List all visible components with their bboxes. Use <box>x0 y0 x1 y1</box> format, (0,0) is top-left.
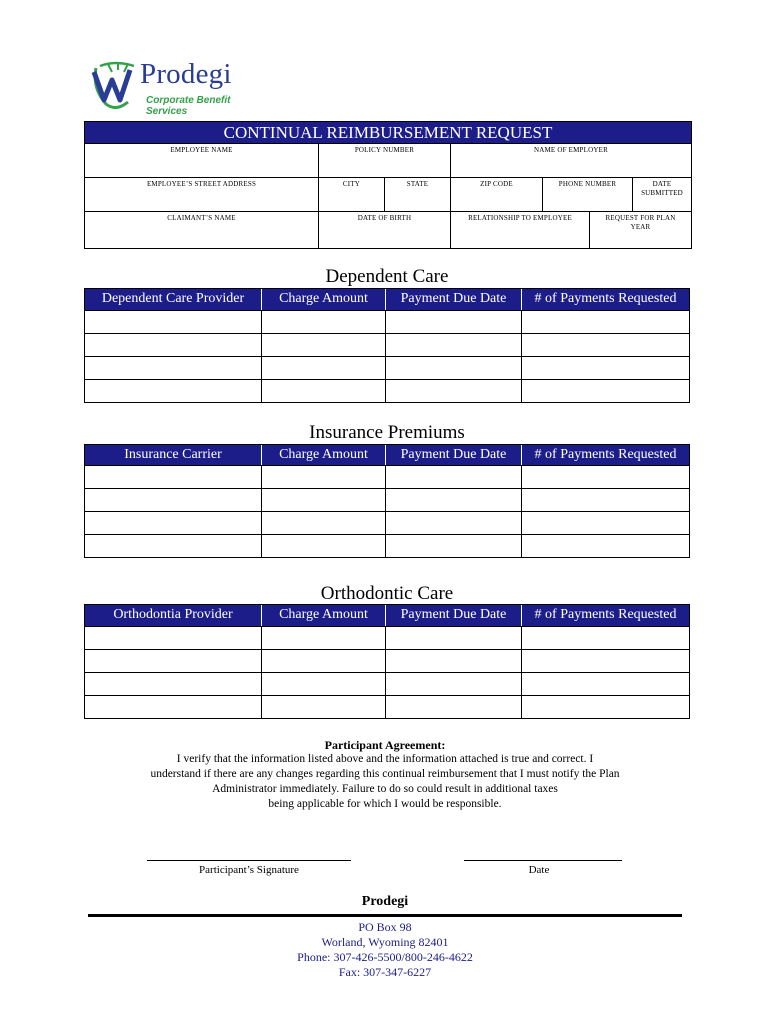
row-divider <box>85 310 689 311</box>
employee-name-field[interactable]: EMPLOYEE NAME <box>170 146 233 154</box>
footer-address-line: Worland, Wyoming 82401 <box>321 935 449 949</box>
date-submitted-field[interactable]: DATE SUBMITTED <box>632 178 691 212</box>
column-divider <box>521 289 522 310</box>
footer-phone: Phone: 307-426-5500/800-246-4622 <box>297 950 473 964</box>
date-line[interactable] <box>464 860 622 861</box>
row-divider <box>85 672 689 673</box>
agreement-line: Administrator immediately. Failure to do so could result in additional taxes <box>212 783 558 795</box>
form-title: CONTINUAL REIMBURSEMENT REQUEST <box>85 122 691 143</box>
column-divider <box>521 605 522 626</box>
insurance-premiums-table <box>84 444 690 558</box>
footer-fax: Fax: 307-347-6227 <box>338 965 432 979</box>
table-header <box>85 289 689 310</box>
row-divider <box>85 333 689 334</box>
column-divider <box>385 605 386 626</box>
policy-number-field[interactable]: POLICY NUMBER <box>318 144 450 178</box>
state-field[interactable]: STATE <box>384 178 450 212</box>
row-divider <box>85 626 689 627</box>
column-divider <box>385 289 386 310</box>
agreement-text <box>120 752 650 812</box>
city-field[interactable]: CITY <box>318 178 384 212</box>
logo-mark-icon <box>88 58 144 112</box>
column-divider <box>261 605 262 626</box>
agreement-line: being applicable for which I would be responsible. <box>268 798 502 810</box>
column-divider <box>261 289 262 310</box>
form-row-1 <box>85 143 691 178</box>
row-divider <box>85 356 689 357</box>
row-divider <box>85 488 689 489</box>
column-header: Dependent Care Provider <box>101 291 245 306</box>
column-header: Payment Due Date <box>400 291 507 306</box>
logo-tagline: Corporate Benefit Services <box>146 95 231 117</box>
street-address-field[interactable]: EMPLOYEE’S STREET ADDRESS <box>146 180 257 188</box>
row-divider <box>85 379 689 380</box>
column-header: Payment Due Date <box>400 607 507 622</box>
dependent-care-table <box>84 288 690 403</box>
orthodontic-care-table <box>84 604 690 719</box>
relationship-field[interactable]: RELATIONSHIP TO EMPLOYEE <box>450 212 589 249</box>
row-divider <box>85 511 689 512</box>
column-header: # of Payments Requested <box>534 607 677 622</box>
signature-line[interactable] <box>147 860 351 861</box>
form-row-3 <box>85 211 691 249</box>
footer-divider <box>88 914 682 917</box>
column-header: Payment Due Date <box>400 447 507 462</box>
reimbursement-form <box>84 121 692 249</box>
agreement-title: Participant Agreement: <box>324 738 446 752</box>
agreement-line: I verify that the information listed above and the information attached is true and correct. I <box>176 753 594 765</box>
column-header: Charge Amount <box>279 447 368 462</box>
date-label: Date <box>528 864 550 876</box>
signature-label: Participant’s Signature <box>199 864 299 876</box>
form-row-2 <box>85 177 691 212</box>
table-header <box>85 605 689 626</box>
employer-name-field[interactable]: NAME OF EMPLOYER <box>450 144 691 178</box>
row-divider <box>85 649 689 650</box>
footer-address-line: PO Box 98 <box>358 920 412 934</box>
column-header: Orthodontia Provider <box>113 607 233 622</box>
zip-code-field[interactable]: ZIP CODE <box>450 178 542 212</box>
column-divider <box>385 445 386 466</box>
column-divider <box>521 445 522 466</box>
phone-number-field[interactable]: PHONE NUMBER <box>542 178 632 212</box>
column-divider <box>261 445 262 466</box>
claimant-name-field[interactable]: CLAIMANT’S NAME <box>167 214 236 222</box>
row-divider <box>85 534 689 535</box>
footer-company-name: Prodegi <box>361 894 409 909</box>
company-logo <box>88 58 258 117</box>
date-of-birth-field[interactable]: DATE OF BIRTH <box>318 212 450 249</box>
row-divider <box>85 465 689 466</box>
row-divider <box>85 695 689 696</box>
column-header: Charge Amount <box>279 291 368 306</box>
agreement-line: understand if there are any changes regarding this continual reimbursement that I must notify the Plan <box>150 768 620 780</box>
logo-name: Prodegi <box>140 58 232 90</box>
column-header: Charge Amount <box>279 607 368 622</box>
dependent-care-title: Dependent Care <box>325 266 449 287</box>
column-header: # of Payments Requested <box>534 291 677 306</box>
column-header: # of Payments Requested <box>534 447 677 462</box>
column-header: Insurance Carrier <box>124 447 222 462</box>
plan-year-field[interactable]: REQUEST FOR PLAN YEAR <box>589 212 691 249</box>
insurance-premiums-title: Insurance Premiums <box>309 422 465 443</box>
orthodontic-care-title: Orthodontic Care <box>320 583 454 604</box>
table-header <box>85 445 689 466</box>
